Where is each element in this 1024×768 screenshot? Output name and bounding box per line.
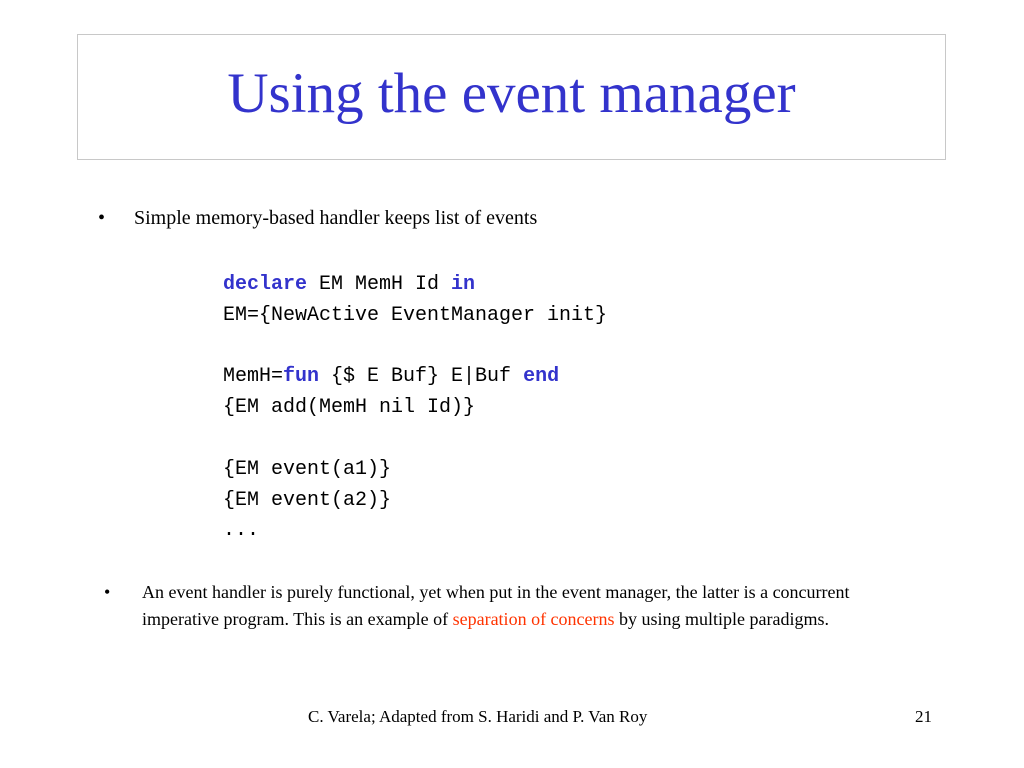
code-text: EM MemH Id xyxy=(307,273,452,296)
code-blank-line xyxy=(223,332,607,363)
code-line: {EM event(a1)} xyxy=(223,457,392,481)
bullet-text-part: by using multiple paradigms. xyxy=(614,609,830,629)
bullet-text-2 xyxy=(142,579,862,633)
code-text: {$ E Buf} E|Buf xyxy=(319,365,524,389)
code-line: ... xyxy=(223,519,260,543)
highlighted-phrase: separation of concerns xyxy=(452,609,615,629)
footer-credit: C. Varela; Adapted from S. Haridi and P. Van Roy xyxy=(308,707,648,726)
code-line: {EM add(MemH nil Id)} xyxy=(223,396,476,420)
code-line: {EM event(a2)} xyxy=(223,488,392,512)
bullet-text-1: Simple memory-based handler keeps list of events xyxy=(134,207,538,229)
bullet-text-part: An event handler is purely functional, yet when put in the event manager, the latter is a concurrent imperative program. This is an example of xyxy=(142,582,850,629)
bullet-icon: • xyxy=(104,582,111,602)
code-line xyxy=(223,362,607,393)
code-keyword: end xyxy=(523,365,560,389)
slide-title: Using the event manager xyxy=(227,61,796,125)
code-keyword: in xyxy=(451,273,476,296)
code-block xyxy=(223,270,607,547)
code-keyword: fun xyxy=(283,365,320,389)
title-box xyxy=(77,34,946,160)
code-line: EM={NewActive EventManager init} xyxy=(223,303,608,327)
code-text: MemH= xyxy=(223,365,284,389)
code-blank-line xyxy=(223,424,607,455)
code-line xyxy=(223,270,607,301)
bullet-icon: • xyxy=(98,207,106,229)
code-keyword: declare xyxy=(223,273,308,296)
page-number: 21 xyxy=(915,707,932,726)
